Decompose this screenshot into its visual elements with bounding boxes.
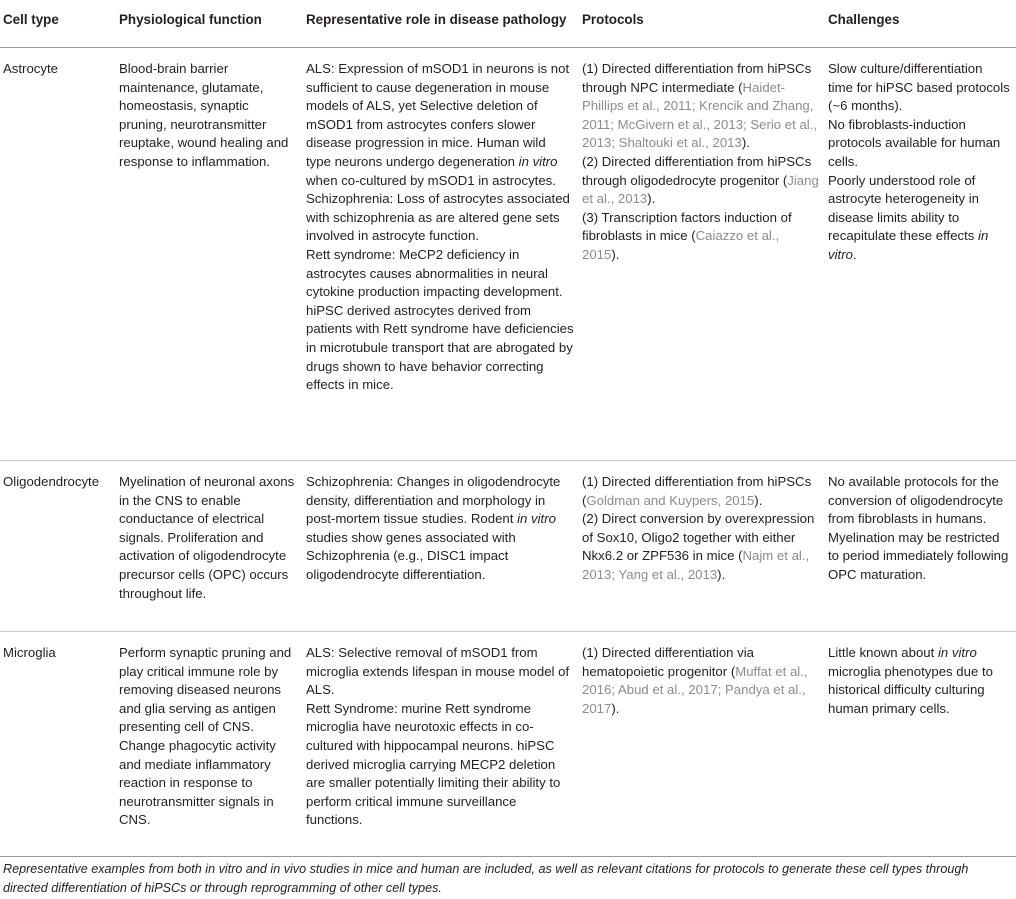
challenge-item: Little known about in vitro microglia phenotypes due to historical difficulty culturing human primary cells. <box>828 645 993 716</box>
challenge-item: No fibroblasts-induction protocols available for human cells. <box>828 116 1001 169</box>
pathology-paragraph: Rett Syndrome: murine Rett syndrome microglia have neurotoxic effects in co-cultured with hippocampal neurons. hiPSC derived microglia carrying MECP2 deletion are smaller potentially limiting their ability to perform critical immune surveillance functions. <box>306 700 561 828</box>
pathology-paragraph: ALS: Selective removal of mSOD1 from microglia extends lifespan in mouse model of ALS. <box>306 645 570 698</box>
cell-type: Oligodendrocyte <box>0 461 119 632</box>
table-header-row <box>0 0 1016 48</box>
citation-link[interactable]: Muffat et al., 2016; Abud et al., 2017; Pandya et al., 2017 <box>582 663 808 716</box>
cell-type: Astrocyte <box>0 48 119 461</box>
cell-type: Microglia <box>0 632 119 857</box>
challenge-item: No available protocols for the conversion of oligodendrocyte from fibroblasts in humans. <box>828 474 1004 527</box>
disease-pathology <box>306 461 582 632</box>
protocol-item: (3) Transcription factors induction of fibroblasts in mice (Caiazzo et al., 2015). <box>582 209 792 262</box>
header-cell-type: Cell type <box>0 0 119 48</box>
physiological-function: Blood-brain barrier maintenance, glutamate, homeostasis, synaptic pruning, neurotransmitter reuptake, wound healing and response to inflammation. <box>119 48 306 461</box>
protocols <box>582 48 828 461</box>
physiological-function: Perform synaptic pruning and play critical immune role by removing diseased neurons and glia serving as antigen presenting cell of CNS. Change phagocytic activity and mediate inflammatory reaction in response to neurotransmitter signals in CNS. <box>119 632 306 857</box>
challenges <box>828 461 1016 632</box>
challenge-item: Poorly understood role of astrocyte heterogeneity in disease limits ability to recapitulate these effects in vitro. <box>828 172 989 262</box>
protocol-item: (1) Directed differentiation from hiPSCs through NPC intermediate (Haidet-Phillips et al., 2011; Krencik and Zhang, 2011; McGivern et al., 2013; Serio et al., 2013; Shaltouki et al., 2013). <box>582 61 818 151</box>
physiological-function: Myelination of neuronal axons in the CNS to enable conductance of electrical signals. Proliferation and activation of oligodendrocyte precursor cells (OPC) occurs throughout life. <box>119 461 306 632</box>
table-row-oligodendrocyte <box>0 461 1016 632</box>
header-physiological-function: Physiological function <box>119 0 306 48</box>
citation-link[interactable]: Najm et al., 2013; Yang et al., 2013 <box>582 548 810 582</box>
citation-link[interactable]: Haidet-Phillips et al., 2011; Krencik and Zhang, 2011; McGivern et al., 2013; Serio et al., 2013; Shaltouki et al., 2013 <box>582 79 818 151</box>
header-disease-pathology: Representative role in disease pathology <box>306 0 582 48</box>
pathology-paragraph: ALS: Expression of mSOD1 in neurons is not sufficient to cause degeneration in mouse models of ALS, yet Selective deletion of mSOD1 from astrocytes confers slower disease progression in mice. Human wild type neurons undergo degeneration in vitro when co-cultured by mSOD1 in astrocytes. <box>306 61 570 188</box>
disease-pathology <box>306 48 582 461</box>
citation-link[interactable]: Jiang et al., 2013 <box>582 172 819 207</box>
header-protocols: Protocols <box>582 0 828 48</box>
citation-link[interactable]: Caiazzo et al., 2015 <box>582 228 780 262</box>
challenges <box>828 48 1016 461</box>
citation-link[interactable]: Goldman and Kuypers, 2015 <box>586 492 755 508</box>
protocols <box>582 461 828 632</box>
table-row-microglia <box>0 632 1016 857</box>
table-caption: Representative examples from both in vitro and in vivo studies in mice and human are included, as well as relevant citations for protocols to generate these cell types through directed differentiation of hiPSCs or through reprogramming of other cell types. <box>3 862 969 895</box>
pathology-paragraph: Schizophrenia: Loss of astrocytes associated with schizophrenia as are altered gene sets involved in astrocyte function. <box>306 191 570 244</box>
protocol-item: (1) Directed differentiation via hematopoietic progenitor (Muffat et al., 2016; Abud et al., 2017; Pandya et al., 2017). <box>582 645 808 716</box>
disease-pathology <box>306 632 582 857</box>
pathology-paragraph: Schizophrenia: Changes in oligodendrocyte density, differentiation and morphology in post-mortem tissue studies. Rodent in vitro studies show genes associated with Schizophrenia (e.g., DISC1 impact oligodendrocyte differentiation. <box>306 474 561 582</box>
pathology-paragraph: Rett syndrome: MeCP2 deficiency in astrocytes causes abnormalities in neural cytokine production impacting development. hiPSC derived astrocytes derived from patients with Rett syndrome have deficiencies in microtubule transport that are abrogated by drugs shown to have behavior correcting effects in mice. <box>306 246 574 393</box>
protocol-item: (2) Directed differentiation from hiPSCs through oligodedrocyte progenitor (Jiang et al., 2013). <box>582 153 819 207</box>
protocols <box>582 632 828 857</box>
challenge-item: Myelination may be restricted to period immediately following OPC maturation. <box>828 529 1009 582</box>
protocol-item: (2) Direct conversion by overexpression of Sox10, Oligo2 together with either Nkx6.2 or ZPF536 in mice (Najm et al., 2013; Yang et al., 2013). <box>582 511 815 582</box>
protocol-item: (1) Directed differentiation from hiPSCs (Goldman and Kuypers, 2015). <box>582 474 812 508</box>
challenges <box>828 632 1016 857</box>
table-row-astrocyte <box>0 48 1016 461</box>
challenge-item: Slow culture/differentiation time for hiPSC based protocols (~6 months). <box>828 61 1010 114</box>
header-challenges: Challenges <box>828 0 1016 48</box>
